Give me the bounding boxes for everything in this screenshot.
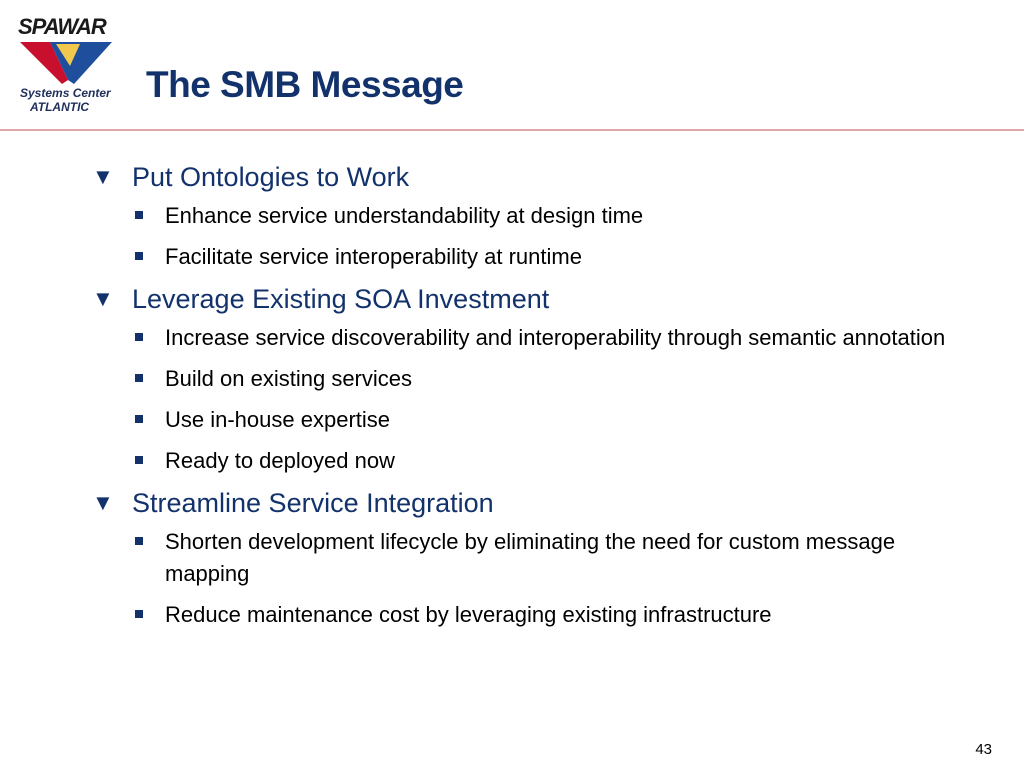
square-bullet-icon [135,415,143,423]
logo-chevron-icon [16,40,116,86]
square-bullet-icon [135,211,143,219]
section-heading-text: Leverage Existing SOA Investment [132,284,550,314]
square-bullet-icon [135,456,143,464]
spawar-logo [12,12,124,116]
logo-subtitle-line1: Systems Center [20,86,111,100]
section-heading-text: Put Ontologies to Work [132,162,410,192]
list-item [92,526,972,590]
square-bullet-icon [135,610,143,618]
list-item [92,363,972,395]
list-item-text: Use in-house expertise [165,407,391,432]
square-bullet-icon [135,537,143,545]
square-bullet-icon [135,252,143,260]
section-heading-text: Streamline Service Integration [132,488,494,518]
list-item-text: Ready to deployed now [165,448,395,473]
section-heading [92,160,972,194]
list-item-text: Build on existing services [165,366,413,391]
list-item-text: Enhance service understandability at design time [165,203,644,228]
triangle-bullet-icon: ▼ [92,286,114,311]
triangle-bullet-icon: ▼ [92,490,114,515]
square-bullet-icon [135,374,143,382]
triangle-bullet-icon: ▼ [92,164,114,189]
list-item-text: Increase service discoverability and interoperability through semantic annotation [165,325,946,350]
list-item [92,404,972,436]
list-item-text: Facilitate service interoperability at runtime [165,244,582,269]
list-item [92,445,972,477]
slide-title: The SMB Message [146,64,464,105]
list-item-text: Reduce maintenance cost by leveraging existing infrastructure [165,602,772,627]
page-number: 43 [975,741,992,758]
list-item [92,200,972,232]
logo-subtitle-line2: ATLANTIC [30,100,90,114]
slide-body [92,160,972,640]
title-divider [0,129,1024,131]
logo-wordmark: SPAWAR [18,14,106,39]
list-item [92,241,972,273]
list-item [92,322,972,354]
section-heading [92,282,972,316]
square-bullet-icon [135,333,143,341]
section-heading [92,486,972,520]
list-item-text: Shorten development lifecycle by eliminating the need for custom message mapping [165,529,896,586]
list-item [92,599,972,631]
